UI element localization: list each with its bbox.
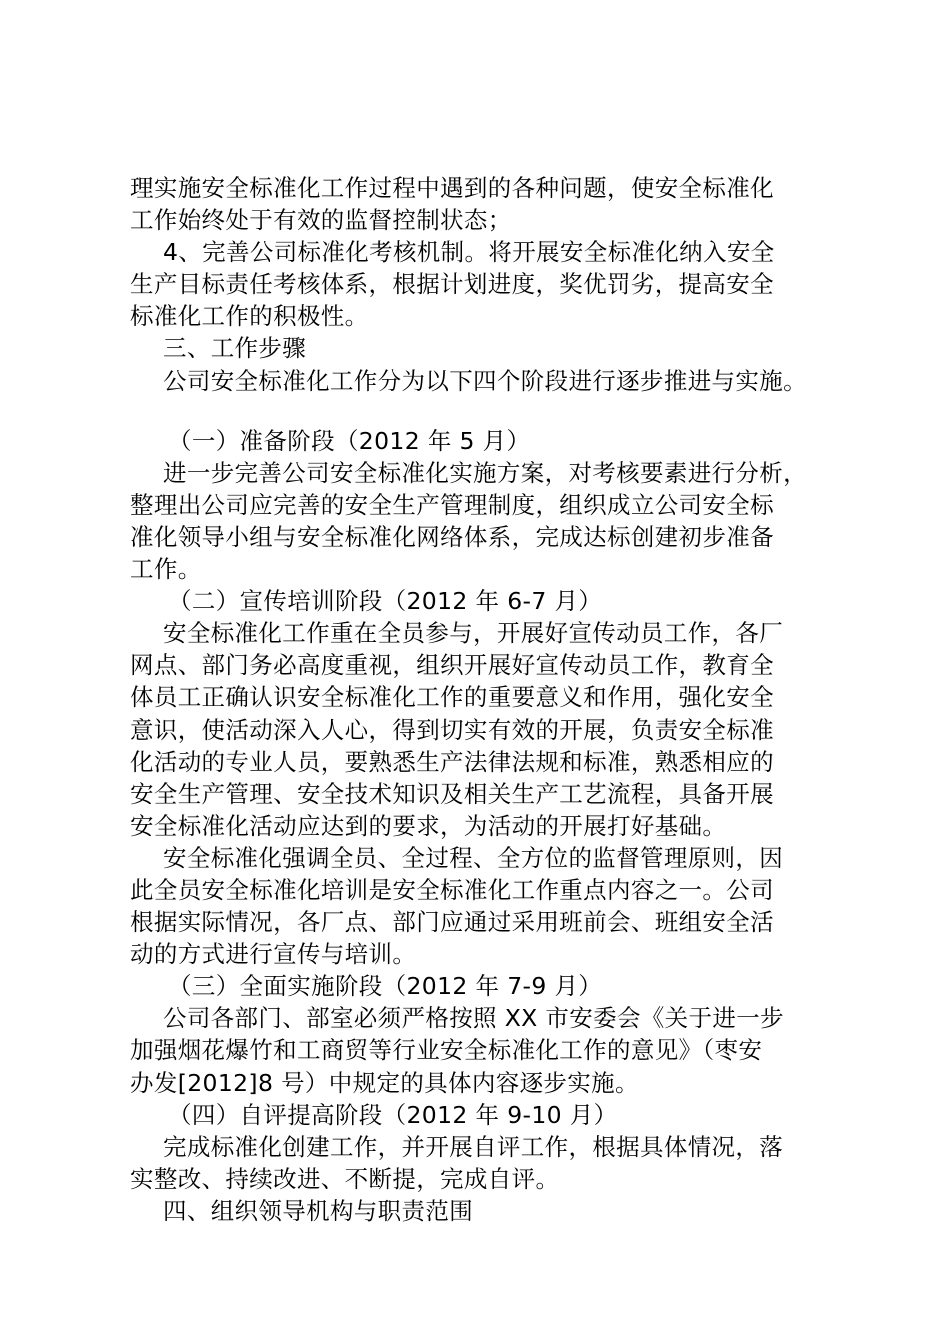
subsection-heading: （三）全面实施阶段（2012 年 7-9 月） [168,972,603,1001]
paragraph-line: 网点、部门务必高度重视，组织开展好宣传动员工作，教育全 [130,651,774,680]
paragraph-line: 根据实际情况，各厂点、部门应通过采用班前会、班组安全活 [130,908,774,937]
paragraph-line: 4、完善公司标准化考核机制。将开展安全标准化纳入安全 [163,238,775,267]
paragraph-line: 工作。 [130,555,202,584]
paragraph-line: 办发[2012]8 号）中规定的具体内容逐步实施。 [130,1068,639,1097]
blank-line [130,397,830,425]
section-heading: 四、组织领导机构与职责范围 [163,1196,474,1225]
subsection-heading: （一）准备阶段（2012 年 5 月） [168,426,531,455]
paragraph-line: 此全员安全标准化培训是安全标准化工作重点内容之一。公司 [130,875,774,904]
paragraph-line: 安全生产管理、安全技术知识及相关生产工艺流程，具备开展 [130,779,774,808]
paragraph-line: 标准化工作的积极性。 [130,302,369,331]
paragraph-line: 准化领导小组与安全标准化网络体系，完成达标创建初步准备 [130,522,774,551]
paragraph-line: 整理出公司应完善的安全生产管理制度，组织成立公司安全标 [130,490,774,519]
paragraph-line: 意识，使活动深入人心，得到切实有效的开展，负责安全标准 [130,715,774,744]
paragraph-line: 完成标准化创建工作，并开展自评工作，根据具体情况，落 [163,1132,784,1161]
paragraph-line: 加强烟花爆竹和工商贸等行业安全标准化工作的意见》（枣安 [130,1036,763,1065]
paragraph-line: 公司安全标准化工作分为以下四个阶段进行逐步推进与实施。 [163,366,807,395]
paragraph-line: 理实施安全标准化工作过程中遇到的各种问题，使安全标准化 [130,174,774,202]
section-heading: 三、工作步骤 [163,334,307,363]
paragraph-line: 动的方式进行宣传与培训。 [130,940,417,969]
paragraph-line: 实整改、持续改进、不断提，完成自评。 [130,1164,560,1193]
paragraph-line: 化活动的专业人员，要熟悉生产法律法规和标准，熟悉相应的 [130,747,774,776]
paragraph-line: 工作始终处于有效的监督控制状态； [130,206,512,235]
paragraph-line: 安全标准化活动应达到的要求，为活动的开展打好基础。 [130,811,727,840]
paragraph-line: 进一步完善公司安全标准化实施方案，对考核要素进行分析， [163,458,807,487]
paragraph-line: 体员工正确认识安全标准化工作的重要意义和作用，强化安全 [130,683,774,712]
subsection-heading: （四）自评提高阶段（2012 年 9-10 月） [168,1100,618,1129]
document-page [130,172,830,1227]
paragraph-line: 生产目标责任考核体系，根据计划进度，奖优罚劣，提高安全 [130,270,774,299]
paragraph-line: 安全标准化强调全员、全过程、全方位的监督管理原则，因 [163,843,784,872]
paragraph-line: 公司各部门、部室必须严格按照 XX 市安委会《关于进一步 [163,1004,784,1033]
subsection-heading: （二）宣传培训阶段（2012 年 6-7 月） [168,587,603,616]
paragraph-line: 安全标准化工作重在全员参与，开展好宣传动员工作，各厂 [163,619,784,648]
